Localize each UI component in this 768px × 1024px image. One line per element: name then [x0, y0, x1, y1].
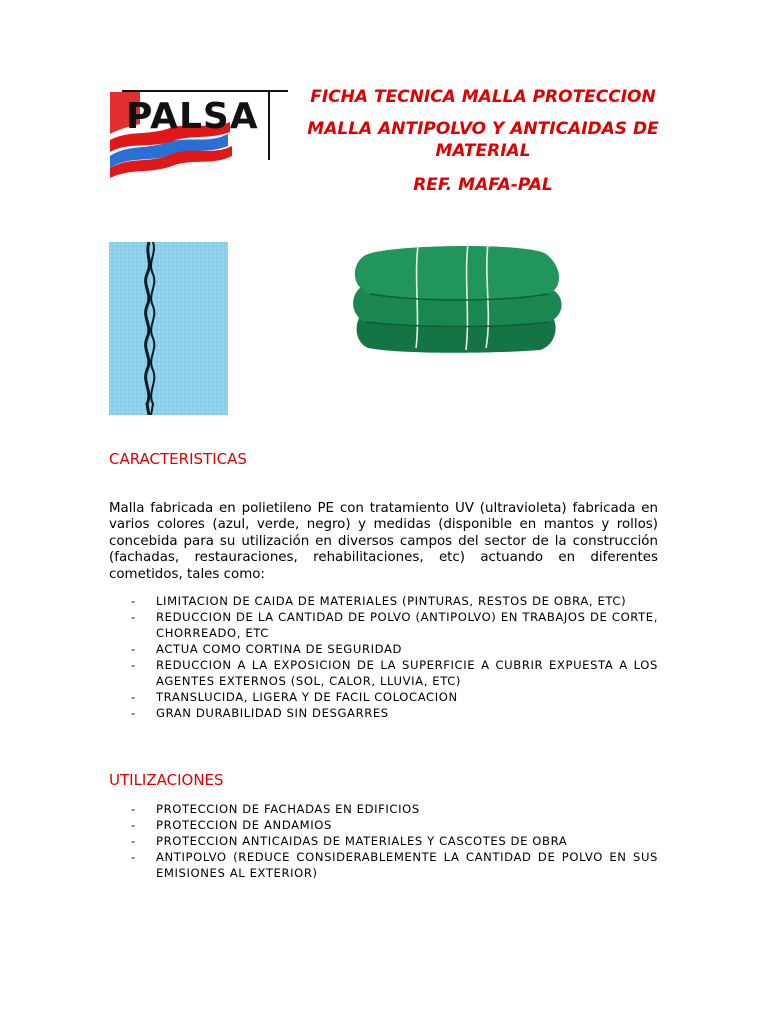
- document-subtitle: MALLA ANTIPOLVO Y ANTICAIDAS DE MATERIAL: [307, 119, 659, 161]
- list-item: - TRANSLUCIDA, LIGERA Y DE FACIL COLOCACION: [131, 690, 458, 704]
- list-item: - ANTIPOLVO (REDUCE CONSIDERABLEMENTE LA CANTIDAD DE POLVO EN SUS EMISIONES AL EXTERIOR): [131, 850, 658, 880]
- blue-net-photo: [109, 242, 228, 415]
- caracteristicas-list: [109, 593, 658, 721]
- list-item: - GRAN DURABILIDAD SIN DESGARRES: [131, 706, 389, 720]
- bullet-dash: -: [131, 706, 136, 720]
- bullet-dash: -: [131, 834, 136, 848]
- bullet-dash: -: [131, 818, 136, 832]
- document-title: FICHA TECNICA MALLA PROTECCION: [310, 87, 656, 107]
- document-header: [300, 86, 666, 196]
- bullet-dash: -: [131, 594, 136, 608]
- bullet-dash: -: [131, 610, 136, 624]
- bullet-dash: -: [131, 658, 136, 672]
- list-item: - PROTECCION DE ANDAMIOS: [131, 818, 332, 832]
- green-net-photo: [340, 236, 570, 354]
- bullet-dash: -: [131, 802, 136, 816]
- section-heading-caracteristicas: CARACTERISTICAS: [109, 450, 247, 468]
- logo-text: PALSA: [126, 96, 259, 137]
- document-reference: REF. MAFA-PAL: [413, 175, 553, 195]
- list-item: - REDUCCION A LA EXPOSICION DE LA SUPERFICIE A CUBRIR EXPUESTA A LOS AGENTES EXTERNOS (SOL, CALOR, LLUVIA, ETC): [131, 658, 658, 688]
- list-item: - PROTECCION DE FACHADAS EN EDIFICIOS: [131, 802, 420, 816]
- utilizaciones-list: [109, 801, 658, 881]
- palsa-logo: [108, 84, 294, 178]
- intro-paragraph: Malla fabricada en polietileno PE con tratamiento UV (ultravioleta) fabricada en varios colores (azul, verde, negro) y medidas (disponible en mantos y rollos) concebida para su utilización en diversos campos del sector de la construcción (fachadas, restauraciones, rehabilitaciones, etc) actuando en diferentes cometidos, tales como:: [109, 501, 658, 582]
- bullet-dash: -: [131, 690, 136, 704]
- section-heading-utilizaciones: UTILIZACIONES: [109, 771, 224, 789]
- list-item: - ACTUA COMO CORTINA DE SEGURIDAD: [131, 642, 403, 656]
- list-item: - PROTECCION ANTICAIDAS DE MATERIALES Y CASCOTES DE OBRA: [131, 834, 568, 848]
- bullet-dash: -: [131, 642, 136, 656]
- list-item: - LIMITACION DE CAIDA DE MATERIALES (PINTURAS, RESTOS DE OBRA, ETC): [131, 594, 627, 608]
- list-item: - REDUCCION DE LA CANTIDAD DE POLVO (ANTIPOLVO) EN TRABAJOS DE CORTE, CHORREADO, ETC: [131, 610, 658, 640]
- bullet-dash: -: [131, 850, 136, 864]
